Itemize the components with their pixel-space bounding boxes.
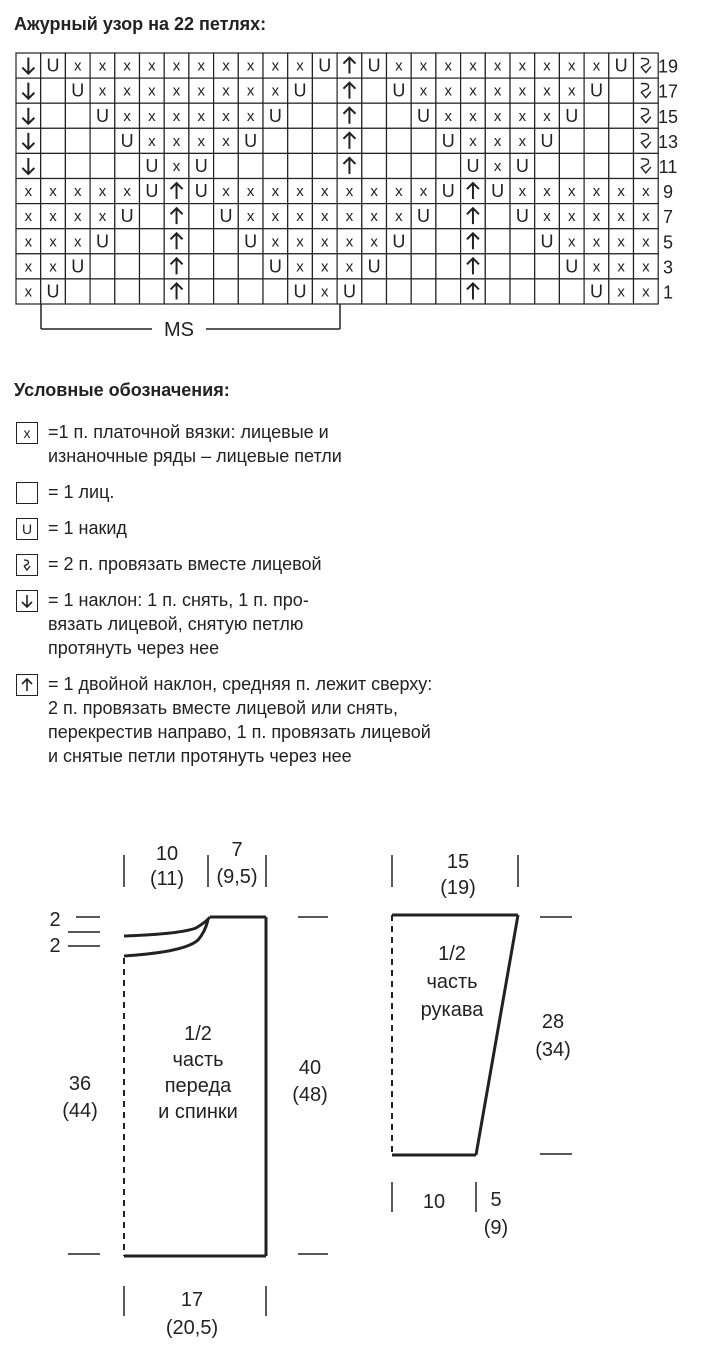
yarn-over-icon: U	[120, 130, 134, 151]
garter-stitch-icon: x	[296, 208, 304, 226]
garter-stitch-icon: x	[543, 208, 551, 226]
row-number: 9	[662, 182, 674, 203]
garter-stitch-icon: x	[271, 57, 280, 75]
garter-stitch-icon: x	[296, 258, 304, 276]
yarn-over-icon: U	[417, 206, 431, 227]
yarn-over-icon: U	[614, 55, 628, 76]
sleeve-label-line: рукава	[420, 999, 484, 1021]
body-neck-inner	[124, 920, 208, 956]
garter-stitch-icon: x	[197, 82, 205, 100]
garter-stitch-icon: x	[568, 208, 576, 226]
garter-stitch-icon: x	[49, 233, 57, 251]
yarn-over-icon: U	[95, 231, 109, 252]
garter-stitch-icon: x	[98, 208, 107, 226]
garter-stitch-icon: x	[469, 107, 477, 125]
row-number: 13	[657, 131, 679, 152]
garter-stitch-icon: x	[222, 82, 230, 100]
garter-stitch-icon: x	[592, 233, 601, 251]
garter-stitch-icon: x	[271, 233, 280, 251]
garter-stitch-icon: x	[419, 82, 428, 100]
body-bottom-measure-alt: (20,5)	[165, 1317, 219, 1339]
sleeve-slant-edge	[476, 915, 518, 1155]
garter-stitch-icon: x	[74, 208, 82, 226]
garter-stitch-icon: x	[296, 233, 304, 251]
legend-text: = 1 двойной наклон, средняя п. лежит сверху: 2 п. провязать вместе лицевой или снять, перекрестив направо, 1 п. провязать лицевой и снятые петли протянуть через нее	[48, 674, 433, 766]
garter-stitch-icon: x	[568, 57, 576, 75]
garter-stitch-icon: x	[592, 183, 601, 201]
garter-stitch-icon: x	[123, 107, 131, 125]
garter-stitch-icon: x	[395, 183, 403, 201]
ms-label: MS	[164, 319, 194, 341]
body-neck-measure-1: 2	[49, 909, 61, 931]
garter-stitch-icon: x	[24, 233, 33, 251]
yarn-over-icon: U	[194, 155, 208, 176]
yarn-over-icon: U	[589, 80, 603, 101]
garter-stitch-icon: x	[543, 82, 551, 100]
garter-stitch-icon: x	[74, 233, 82, 251]
garter-stitch-icon: x	[123, 82, 131, 100]
sleeve-right-measure: 28	[541, 1011, 565, 1033]
garter-stitch-icon: x	[592, 57, 601, 75]
yarn-over-icon: U	[71, 256, 85, 277]
garter-stitch-icon: x	[543, 57, 551, 75]
garter-stitch-icon: x	[271, 208, 280, 226]
yarn-over-icon: U	[515, 206, 529, 227]
garter-stitch-icon: x	[617, 183, 625, 201]
body-label-line: 1/2	[184, 1023, 212, 1045]
garter-stitch-icon: x	[493, 132, 502, 150]
yarn-over-icon: U	[417, 105, 431, 126]
garter-stitch-icon: x	[49, 208, 57, 226]
yarn-over-icon: U	[441, 130, 455, 151]
garter-stitch-icon: x	[370, 233, 378, 251]
sleeve-top-measure: 15	[446, 851, 470, 873]
yarn-over-icon: U	[244, 130, 258, 151]
yarn-over-icon: U	[219, 206, 233, 227]
sleeve-label-line: часть	[426, 971, 478, 993]
garter-stitch-icon: x	[642, 258, 650, 276]
garter-stitch-icon: x	[592, 258, 601, 276]
legend-text: = 1 наклон: 1 п. снять, 1 п. про- вязать лицевой, снятую петлю протянуть через нее	[48, 590, 309, 658]
garter-stitch-icon: x	[642, 233, 650, 251]
garter-stitch-icon: x	[246, 208, 255, 226]
garter-stitch-icon: x	[395, 57, 403, 75]
garter-stitch-icon: x	[98, 82, 107, 100]
garter-stitch-icon: x	[148, 57, 156, 75]
garter-stitch-icon: x	[617, 208, 625, 226]
garter-stitch-icon: x	[24, 258, 33, 276]
garter-stitch-icon: x	[493, 57, 502, 75]
yarn-over-icon: U	[318, 55, 332, 76]
garter-stitch-icon: x	[469, 82, 477, 100]
sleeve-right-measure-alt: (34)	[535, 1039, 571, 1061]
garter-stitch-icon: x	[271, 82, 280, 100]
legend-text: =1 п. платочной вязки: лицевые и изнаночные ряды – лицевые петли	[48, 422, 342, 466]
body-neck-measure-2: 2	[49, 935, 61, 957]
garter-stitch-icon: x	[419, 57, 428, 75]
garter-stitch-icon: x	[321, 258, 329, 276]
row-number: 15	[657, 106, 679, 127]
body-label-line: часть	[172, 1049, 224, 1071]
yarn-over-icon: U	[194, 181, 208, 202]
garter-stitch-icon: x	[345, 258, 354, 276]
yarn-over-icon: U	[540, 130, 554, 151]
yarn-over-icon: U	[16, 518, 38, 540]
garter-stitch-icon: x	[518, 82, 527, 100]
yarn-over-icon: U	[71, 80, 85, 101]
garter-stitch-icon: x	[444, 57, 452, 75]
yarn-over-icon: U	[293, 80, 307, 101]
garter-stitch-icon: x	[518, 57, 527, 75]
body-top-left-measure-alt: (11)	[149, 868, 185, 890]
garter-stitch-icon: x	[345, 233, 354, 251]
yarn-over-icon: U	[367, 256, 381, 277]
row-number: 5	[662, 232, 674, 253]
yarn-over-icon: U	[392, 80, 406, 101]
garter-stitch-icon: x	[518, 132, 527, 150]
garter-stitch-icon: x	[197, 57, 205, 75]
garter-stitch-icon: x	[271, 183, 280, 201]
garter-stitch-icon: x	[444, 107, 452, 125]
sleeve-bottom-right-measure: 5	[490, 1189, 502, 1211]
body-left-measure: 36	[68, 1073, 92, 1095]
garter-stitch-icon: x	[49, 258, 57, 276]
garter-stitch-icon: x	[98, 57, 107, 75]
body-top-left-measure: 10	[155, 843, 179, 865]
garter-stitch-icon: x	[172, 107, 181, 125]
garter-stitch-icon: x	[148, 132, 156, 150]
garter-stitch-icon: x	[617, 283, 625, 301]
garter-stitch-icon: x	[419, 183, 428, 201]
yarn-over-icon: U	[441, 181, 455, 202]
legend-text: = 2 п. провязать вместе лицевой	[48, 554, 322, 574]
yarn-over-icon: U	[95, 105, 109, 126]
body-top-right-measure-alt: (9,5)	[216, 866, 258, 888]
yarn-over-icon: U	[46, 281, 60, 302]
garter-stitch-icon: x	[222, 57, 230, 75]
garter-stitch-icon: x	[518, 107, 527, 125]
garter-stitch-icon: x	[321, 208, 329, 226]
garter-stitch-icon: x	[24, 208, 33, 226]
garter-stitch-icon: x	[172, 157, 181, 175]
body-top-right-measure: 7	[231, 839, 243, 861]
row-number: 3	[662, 257, 674, 278]
yarn-over-icon: U	[491, 181, 505, 202]
legend-text: = 1 лиц.	[48, 482, 115, 502]
garter-stitch-icon: x	[568, 183, 576, 201]
garter-stitch-icon: x	[222, 183, 230, 201]
garter-stitch-icon: x	[345, 208, 354, 226]
garter-stitch-icon: x	[642, 208, 650, 226]
yarn-over-icon: U	[293, 281, 307, 302]
garter-stitch-icon: x	[222, 132, 230, 150]
garter-stitch-icon: x	[321, 233, 329, 251]
garter-stitch-icon: x	[370, 183, 378, 201]
garter-stitch-icon: x	[543, 107, 551, 125]
garter-stitch-icon: x	[246, 82, 255, 100]
yarn-over-icon: U	[367, 55, 381, 76]
garter-stitch-icon: x	[617, 233, 625, 251]
garter-stitch-icon: x	[444, 82, 452, 100]
yarn-over-icon: U	[46, 55, 60, 76]
garter-stitch-icon: x	[296, 57, 304, 75]
row-number: 1	[662, 282, 674, 303]
garter-stitch-icon: x	[370, 208, 378, 226]
garter-stitch-icon: x	[296, 183, 304, 201]
body-label-line: и спинки	[158, 1101, 238, 1123]
row-number: 19	[657, 56, 679, 77]
garter-stitch-icon: x	[321, 283, 329, 301]
legend-text: = 1 накид	[48, 518, 127, 538]
garter-stitch-icon: x	[172, 132, 181, 150]
garter-stitch-icon: x	[345, 183, 354, 201]
garter-stitch-icon: x	[148, 107, 156, 125]
yarn-over-icon: U	[565, 256, 579, 277]
garter-stitch-icon: x	[321, 183, 329, 201]
garter-stitch-icon: x	[246, 57, 255, 75]
row-number: 17	[657, 81, 679, 102]
yarn-over-icon: U	[120, 206, 134, 227]
garter-stitch-icon: x	[246, 183, 255, 201]
garter-stitch-icon: x	[493, 82, 502, 100]
sleeve-bottom-left-measure: 10	[422, 1191, 446, 1213]
body-left-measure-alt: (44)	[62, 1100, 98, 1122]
yarn-over-icon: U	[342, 281, 356, 302]
garter-stitch-icon: x	[469, 57, 477, 75]
body-right-measure-alt: (48)	[292, 1084, 328, 1106]
body-right-measure: 40	[298, 1057, 322, 1079]
row-number: 11	[658, 156, 678, 177]
garter-stitch-icon: x	[493, 107, 502, 125]
yarn-over-icon: U	[392, 231, 406, 252]
garter-stitch-icon: x	[172, 82, 181, 100]
garter-stitch-icon: x	[24, 183, 33, 201]
garter-stitch-icon: x	[493, 157, 502, 175]
garter-stitch-icon: x	[24, 283, 33, 301]
garter-stitch-icon: x	[642, 283, 650, 301]
garter-stitch-icon: x	[395, 208, 403, 226]
yarn-over-icon: U	[268, 256, 282, 277]
yarn-over-icon: U	[589, 281, 603, 302]
row-number: 7	[662, 207, 674, 228]
yarn-over-icon: U	[244, 231, 258, 252]
garter-stitch-icon: x	[123, 183, 131, 201]
garter-stitch-icon: x	[543, 183, 551, 201]
pattern-title: Ажурный узор на 22 петлях:	[14, 14, 267, 34]
garter-stitch-icon: x	[98, 183, 107, 201]
garter-stitch-icon: x	[617, 258, 625, 276]
body-bottom-measure: 17	[180, 1289, 204, 1311]
garter-stitch-icon: x	[197, 107, 205, 125]
sleeve-piece	[392, 855, 572, 1212]
garter-stitch-icon: x	[16, 422, 38, 444]
garter-stitch-icon: x	[74, 183, 82, 201]
garter-stitch-icon: x	[49, 183, 57, 201]
garter-stitch-icon: x	[469, 132, 477, 150]
yarn-over-icon: U	[515, 155, 529, 176]
garter-stitch-icon: x	[197, 132, 205, 150]
yarn-over-icon: U	[268, 105, 282, 126]
garter-stitch-icon: x	[172, 57, 181, 75]
sleeve-bottom-right-measure-alt: (9)	[483, 1217, 509, 1239]
sleeve-label-line: 1/2	[438, 943, 466, 965]
garter-stitch-icon: x	[568, 82, 576, 100]
yarn-over-icon: U	[565, 105, 579, 126]
yarn-over-icon: U	[466, 155, 480, 176]
body-neck-outer	[124, 917, 210, 936]
yarn-over-icon: U	[540, 231, 554, 252]
yarn-over-icon: U	[145, 155, 159, 176]
garter-stitch-icon: x	[568, 233, 576, 251]
yarn-over-icon: U	[145, 181, 159, 202]
garter-stitch-icon: x	[222, 107, 230, 125]
garter-stitch-icon: x	[518, 183, 527, 201]
body-label-line: переда	[164, 1075, 232, 1097]
garter-stitch-icon: x	[592, 208, 601, 226]
garter-stitch-icon: x	[74, 57, 82, 75]
garter-stitch-icon: x	[642, 183, 650, 201]
legend-title: Условные обозначения:	[14, 380, 230, 400]
garter-stitch-icon: x	[246, 107, 255, 125]
sleeve-top-measure-alt: (19)	[440, 877, 476, 899]
garter-stitch-icon: x	[123, 57, 131, 75]
garter-stitch-icon: x	[148, 82, 156, 100]
